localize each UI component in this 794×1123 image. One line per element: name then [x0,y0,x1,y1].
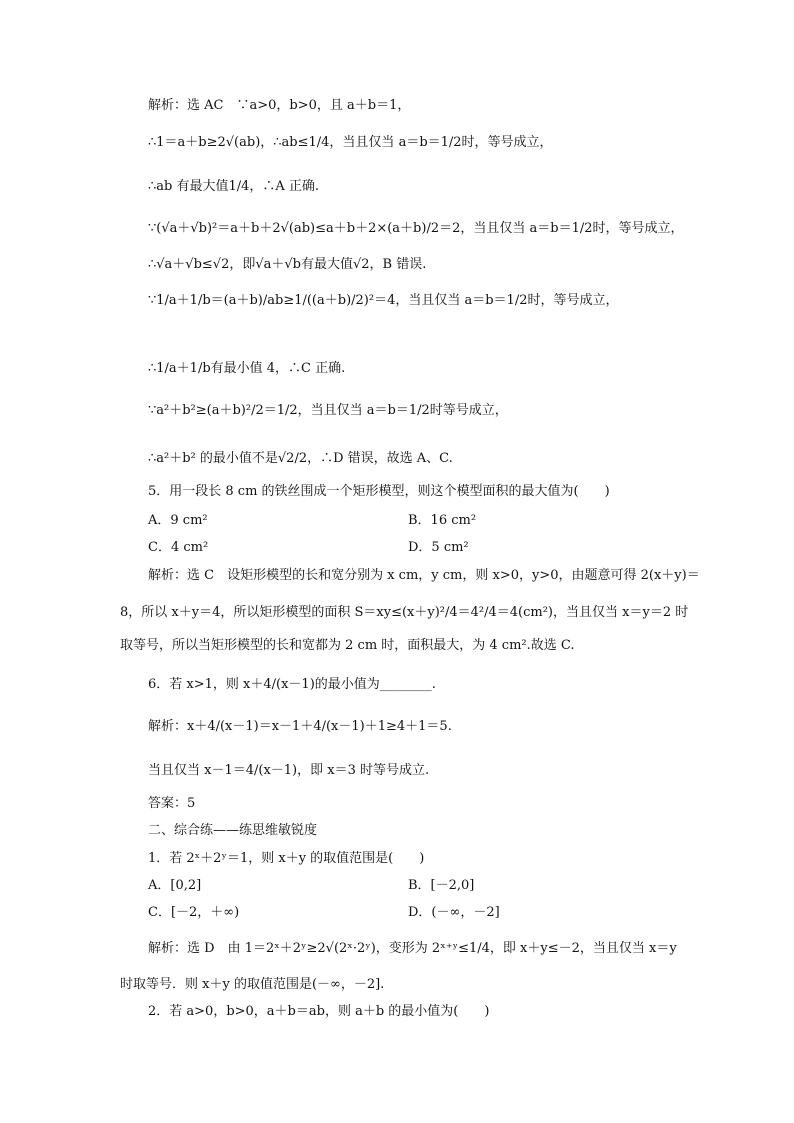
question-6: 6．若 x>1，则 x＋4/(x－1)的最小值为________. [148,677,436,692]
text-line: 解析：选 AC ∵a>0，b>0，且 a＋b＝1， [148,98,411,113]
text-line: 解析：x＋4/(x－1)＝x－1＋4/(x－1)＋1≥4＋1＝5. [148,719,452,734]
text-line: ∵a²＋b²≥(a＋b)²/2＝1/2，当且仅当 a＝b＝1/2时等号成立， [148,403,508,418]
option-b: B．[－2,0] [408,878,475,893]
question-5: 5．用一段长 8 cm 的铁丝围成一个矩形模型，则这个模型面积的最大值为( ) [148,484,610,499]
text-line: ∵(√a＋√b)²＝a＋b＋2√(ab)≤a＋b＋2×(a＋b)/2＝2，当且仅当 a＝b＝1/2时，等号成立， [148,221,684,236]
text-line: 时取等号．则 x＋y 的取值范围是(－∞，－2]. [120,977,385,992]
text-line: 取等号，所以当矩形模型的长和宽都为 2 cm 时，面积最大，为 4 cm².故选 C. [120,638,575,653]
option-c: C．4 cm² [148,540,209,555]
text-line: 当且仅当 x－1＝4/(x－1)，即 x＝3 时等号成立. [148,763,430,778]
text-line: ∴a²＋b² 的最小值不是√2/2，∴D 错误，故选 A、C. [148,451,453,466]
answer-line: 答案：5 [148,796,196,811]
text-line: 解析：选 D 由 1＝2ˣ＋2ʸ≥2√(2ˣ·2ʸ)，变形为 2ˣ⁺ʸ≤1/4，即 x＋y≤－2，当且仅当 x＝y [148,941,677,956]
question-1: 1．若 2ˣ＋2ʸ＝1，则 x＋y 的取值范围是( ) [148,851,425,866]
option-b: B．16 cm² [408,513,477,528]
option-c: C．[－2，＋∞) [148,905,240,920]
option-a: A．9 cm² [148,513,208,528]
text-line: ∴1/a＋1/b有最小值 4，∴C 正确. [148,361,346,376]
section-heading: 二、综合练——练思维敏锐度 [148,823,318,838]
option-d: D．5 cm² [408,540,469,555]
option-d: D．(－∞，－2] [408,905,500,920]
option-a: A．[0,2] [148,878,202,893]
text-line: 解析：选 C 设矩形模型的长和宽分别为 x cm，y cm，则 x>0，y>0，由题意可得 2(x＋y)＝ [148,568,700,583]
question-2: 2．若 a>0，b>0，a＋b＝ab，则 a＋b 的最小值为( ) [148,1004,490,1019]
text-line: ∴1＝a＋b≥2√(ab)，∴ab≤1/4，当且仅当 a＝b＝1/2时，等号成立， [148,135,553,150]
text-line: ∴ab 有最大值1/4，∴A 正确. [148,179,320,194]
text-line: ∵1/a＋1/b＝(a＋b)/ab≥1/((a＋b)/2)²＝4，当且仅当 a＝b＝1/2时，等号成立， [148,293,619,308]
text-line: ∴√a＋√b≤√2，即√a＋√b有最大值√2，B 错误. [148,257,427,272]
text-line: 8，所以 x＋y＝4，所以矩形模型的面积 S＝xy≤(x＋y)²/4＝4²/4＝4(cm²)，当且仅当 x＝y＝2 时 [120,605,689,620]
